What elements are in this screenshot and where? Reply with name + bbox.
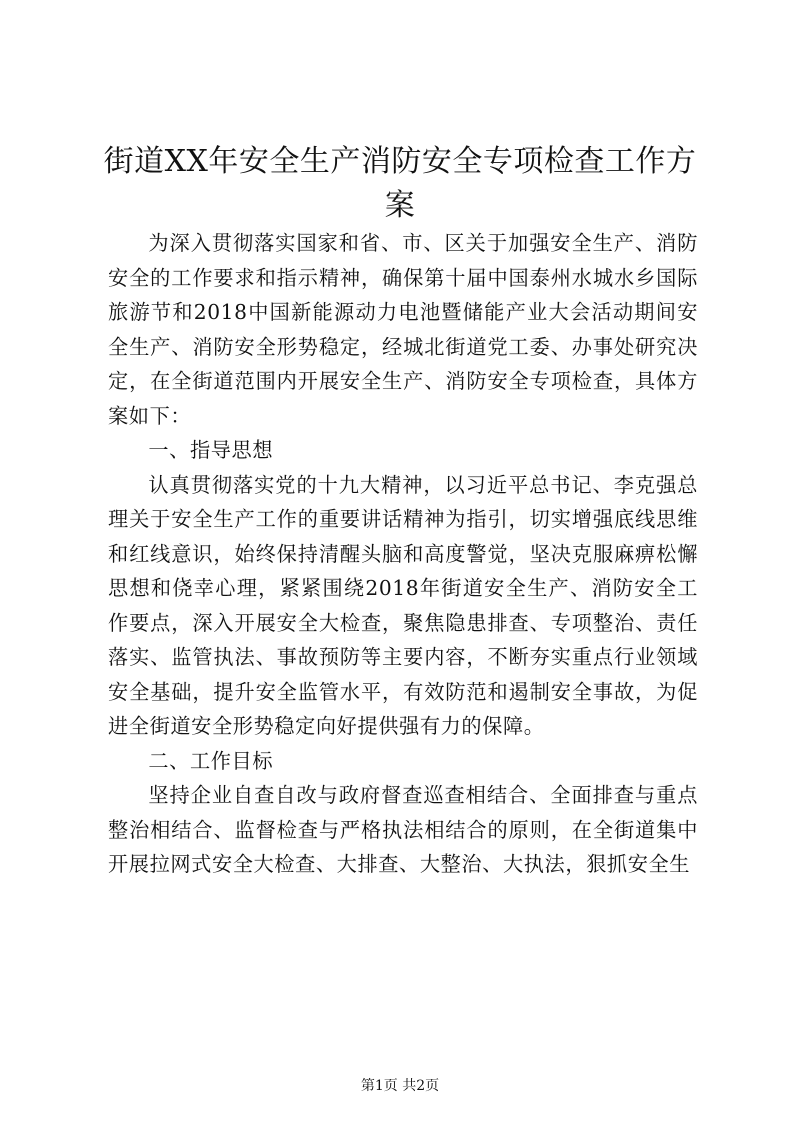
intro-paragraph: 为深入贯彻落实国家和省、市、区关于加强安全生产、消防安全的工作要求和指示精神，确保第十届中国泰州水城水乡国际旅游节和2018中国新能源动力电池暨储能产业大会活动期间安全生产、消防安全形势稳定，经城北街道党工委、办事处研究决定，在全街道范围内开展安全生产、消防安全专项检查，具体方案如下：: [108, 231, 698, 428]
page-number-footer: 第1页 共2页: [360, 1078, 440, 1094]
section-heading-work-goals: 二、工作目标: [148, 748, 274, 773]
document-body: [108, 226, 698, 882]
work-goals-paragraph: 坚持企业自查自改与政府督查巡查相结合、全面排查与重点整治相结合、监督检查与严格执法相结合的原则，在全街道集中开展拉网式安全大检查、大排查、大整治、大执法，狠抓安全生: [108, 783, 698, 876]
guiding-ideology-paragraph: 认真贯彻落实党的十九大精神，以习近平总书记、李克强总理关于安全生产工作的重要讲话精神为指引，切实增强底线思维和红线意识，始终保持清醒头脑和高度警觉，坚决克服麻痹松懈思想和侥幸心理，紧紧围绕2018年街道安全生产、消防安全工作要点，深入开展安全大检查，聚焦隐患排查、专项整治、责任落实、监管执法、事故预防等主要内容，不断夯实重点行业领域安全基础，提升安全监管水平，有效防范和遏制安全事故，为促进全街道安全形势稳定向好提供强有力的保障。: [108, 472, 698, 738]
section-heading-guiding-ideology: 一、指导思想: [148, 438, 274, 462]
document-title: 街道XX年安全生产消防安全专项检查工作方案: [103, 144, 697, 223]
